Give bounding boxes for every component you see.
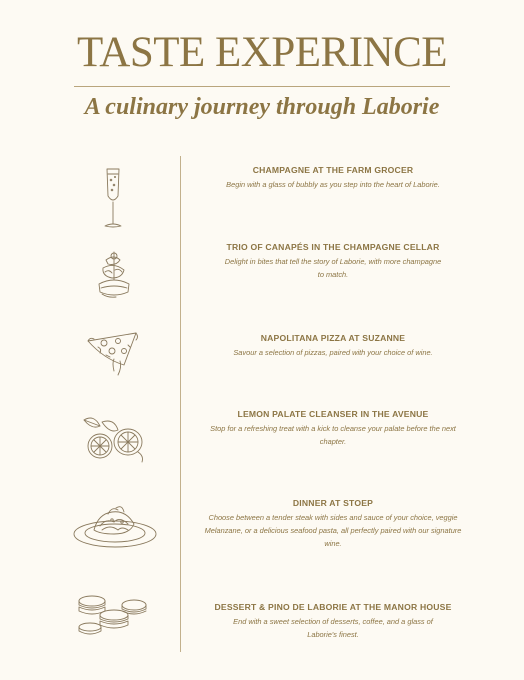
item-heading: DESSERT & PINO DE LABORIE AT THE MANOR HOUSE	[214, 602, 452, 612]
item-heading: DINNER AT STOEP	[292, 498, 374, 508]
lemon-icon	[80, 412, 146, 464]
title-divider	[74, 86, 450, 87]
page-title: TASTE EXPERINCE	[76, 29, 448, 76]
item-heading: CHAMPAGNE AT THE FARM GROCER	[252, 165, 414, 175]
item-heading: NAPOLITANA PIZZA AT SUZANNE	[260, 333, 406, 343]
item-description: Savour a selection of pizzas, paired with your choice of wine.	[233, 348, 433, 357]
item-description: Choose between a tender steak with sides and sauce of your choice, veggie Melanzane, or a delicious seafood pasta, all perfectly paired with our signature wine.	[204, 513, 462, 548]
item-description: Stop for a refreshing treat with a kick to cleanse your palate before the next chapter.	[210, 424, 456, 446]
item-description: End with a sweet selection of desserts, coffee, and a glass of Laborie's finest.	[233, 617, 433, 639]
pasta-plate-icon	[72, 500, 158, 550]
champagne-glass-icon	[101, 166, 125, 230]
item-heading: TRIO OF CANAPÉS IN THE CHAMPAGNE CELLAR	[226, 242, 440, 252]
list-item	[200, 408, 466, 448]
macarons-icon	[74, 593, 154, 639]
item-heading: LEMON PALATE CLEANSER IN THE AVENUE	[237, 409, 429, 419]
list-item	[200, 241, 466, 281]
item-description: Begin with a glass of bubbly as you step into the heart of Laborie.	[226, 180, 440, 189]
item-description: Delight in bites that tell the story of Laborie, with more champagne to match.	[224, 257, 442, 279]
timeline-line	[180, 156, 181, 652]
page-subtitle: A culinary journey through Laborie	[84, 94, 440, 120]
list-item	[200, 497, 466, 550]
list-item	[200, 332, 466, 359]
pizza-slice-icon	[84, 331, 142, 379]
list-item	[200, 601, 466, 641]
canape-icon	[94, 250, 134, 302]
list-item	[200, 164, 466, 191]
